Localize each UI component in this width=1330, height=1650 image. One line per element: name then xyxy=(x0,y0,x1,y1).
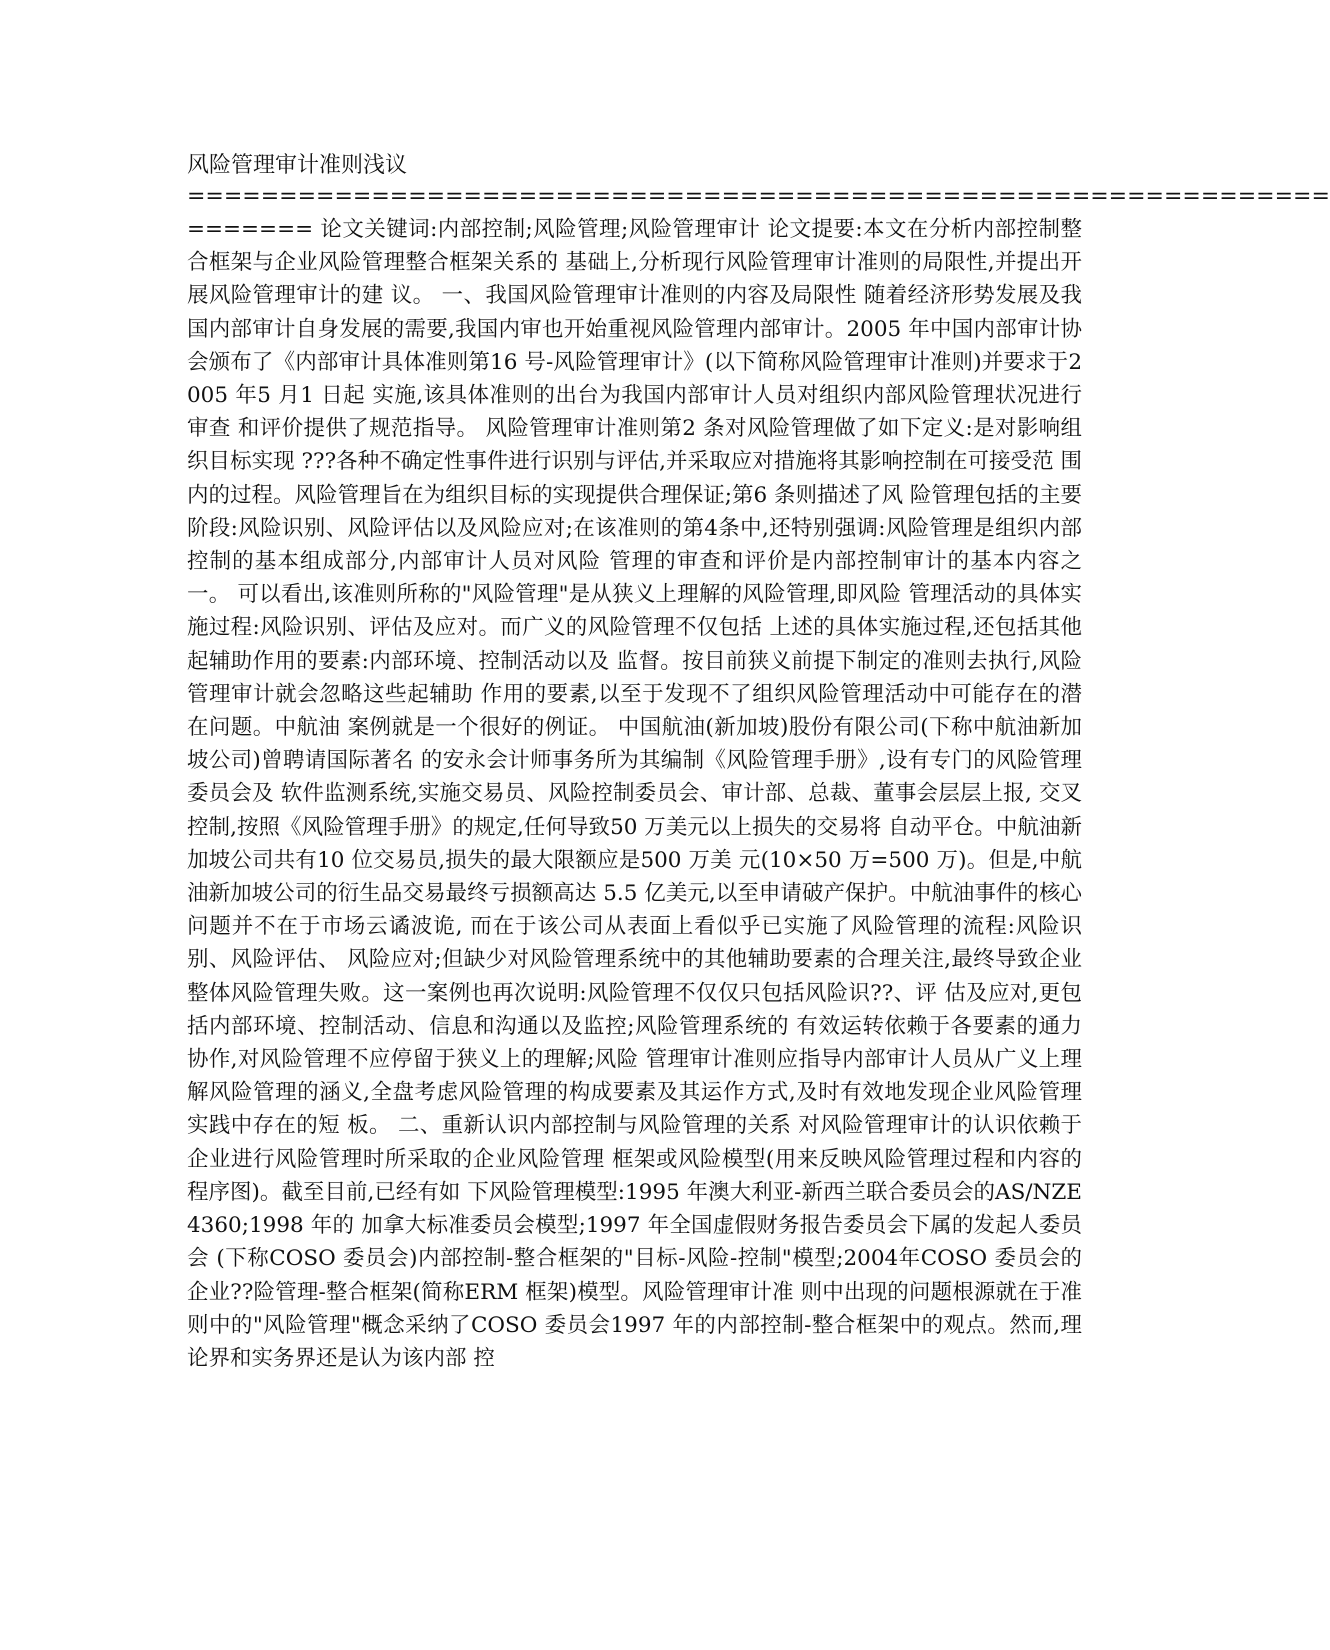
separator-line: ============================================================== xyxy=(187,184,1330,209)
document-title: 风险管理审计准则浅议 xyxy=(187,153,408,178)
document-body: ======= 论文关键词:内部控制;风险管理;风险管理审计 论文提要:本文在分析内部控制整合框架与企业风险管理整合框架关系的 基础上,分析现行风险管理审计准则的局限性,并提出开展风险管理审计的建 议。 一、我国风险管理审计准则的内容及局限性 随着经济形势发展及我国内部审计自身发展的需要,我国内审也开始重视风险管理内部审计。2005 年中国内部审计协会颁布了《内部审计具体准则第16 号-风险管理审计》(以下简称风险管理审计准则)并要求于2005 年5 月1 日起 实施,该具体准则的出台为我国内部审计人员对组织内部风险管理状况进行审查 和评价提供了规范指导。 风险管理审计准则第2 条对风险管理做了如下定义:是对影响组织目标实现 ???各种不确定性事件进行识别与评估,并采取应对措施将其影响控制在可接受范 围内的过程。风险管理旨在为组织目标的实现提供合理保证;第6 条则描述了风 险管理包括的主要阶段:风险识别、风险评估以及风险应对;在该准则的第4条中,还特别强调:风险管理是组织内部控制的基本组成部分,内部审计人员对风险 管理的审查和评价是内部控制审计的基本内容之一。 可以看出,该准则所称的"风险管理"是从狭义上理解的风险管理,即风险 管理活动的具体实施过程:风险识别、评估及应对。而广义的风险管理不仅包括 上述的具体实施过程,还包括其他起辅助作用的要素:内部环境、控制活动以及 监督。按目前狭义前提下制定的准则去执行,风险管理审计就会忽略这些起辅助 作用的要素,以至于发现不了组织风险管理活动中可能存在的潜在问题。中航油 案例就是一个很好的例证。 中国航油(新加坡)股份有限公司(下称中航油新加坡公司)曾聘请国际著名 的安永会计师事务所为其编制《风险管理手册》,设有专门的风险管理委员会及 软件监测系统,实施交易员、风险控制委员会、审计部、总裁、董事会层层上报, 交叉控制,按照《风险管理手册》的规定,任何导致50 万美元以上损失的交易将 自动平仓。中航油新加坡公司共有10 位交易员,损失的最大限额应是500 万美 元(10×50 万=500 万)。但是,中航油新加坡公司的衍生品交易最终亏损额高达 5.5 亿美元,以至申请破产保护。中航油事件的核心问题并不在于市场云谲波诡, 而在于该公司从表面上看似乎已实施了风险管理的流程:风险识别、风险评估、 风险应对;但缺少对风险管理系统中的其他辅助要素的合理关注,最终导致企业 整体风险管理失败。这一案例也再次说明:风险管理不仅仅只包括风险识??、评 估及应对,更包括内部环境、控制活动、信息和沟通以及监控;风险管理系统的 有效运转依赖于各要素的通力协作,对风险管理不应停留于狭义上的理解;风险 管理审计准则应指导内部审计人员从广义上理解风险管理的涵义,全盘考虑风险管理的构成要素及其运作方式,及时有效地发现企业风险管理实践中存在的短 板。 二、重新认识内部控制与风险管理的关系 对风险管理审计的认识依赖于企业进行风险管理时所采取的企业风险管理 框架或风险模型(用来反映风险管理过程和内容的程序图)。截至目前,已经有如 下风险管理模型:1995 年澳大利亚-新西兰联合委员会的AS/NZE4360;1998 年的 加拿大标准委员会模型;1997 年全国虚假财务报告委员会下属的发起人委员会 (下称COSO 委员会)内部控制-整合框架的"目标-风险-控制"模型;2004年COSO 委员会的企业??险管理-整合框架(简称ERM 框架)模型。风险管理审计准 则中出现的问题根源就在于准则中的"风险管理"概念采纳了COSO 委员会1997 年的内部控制-整合框架中的观点。然而,理论界和实务界还是认为该内部 控 xyxy=(187,217,1089,1371)
